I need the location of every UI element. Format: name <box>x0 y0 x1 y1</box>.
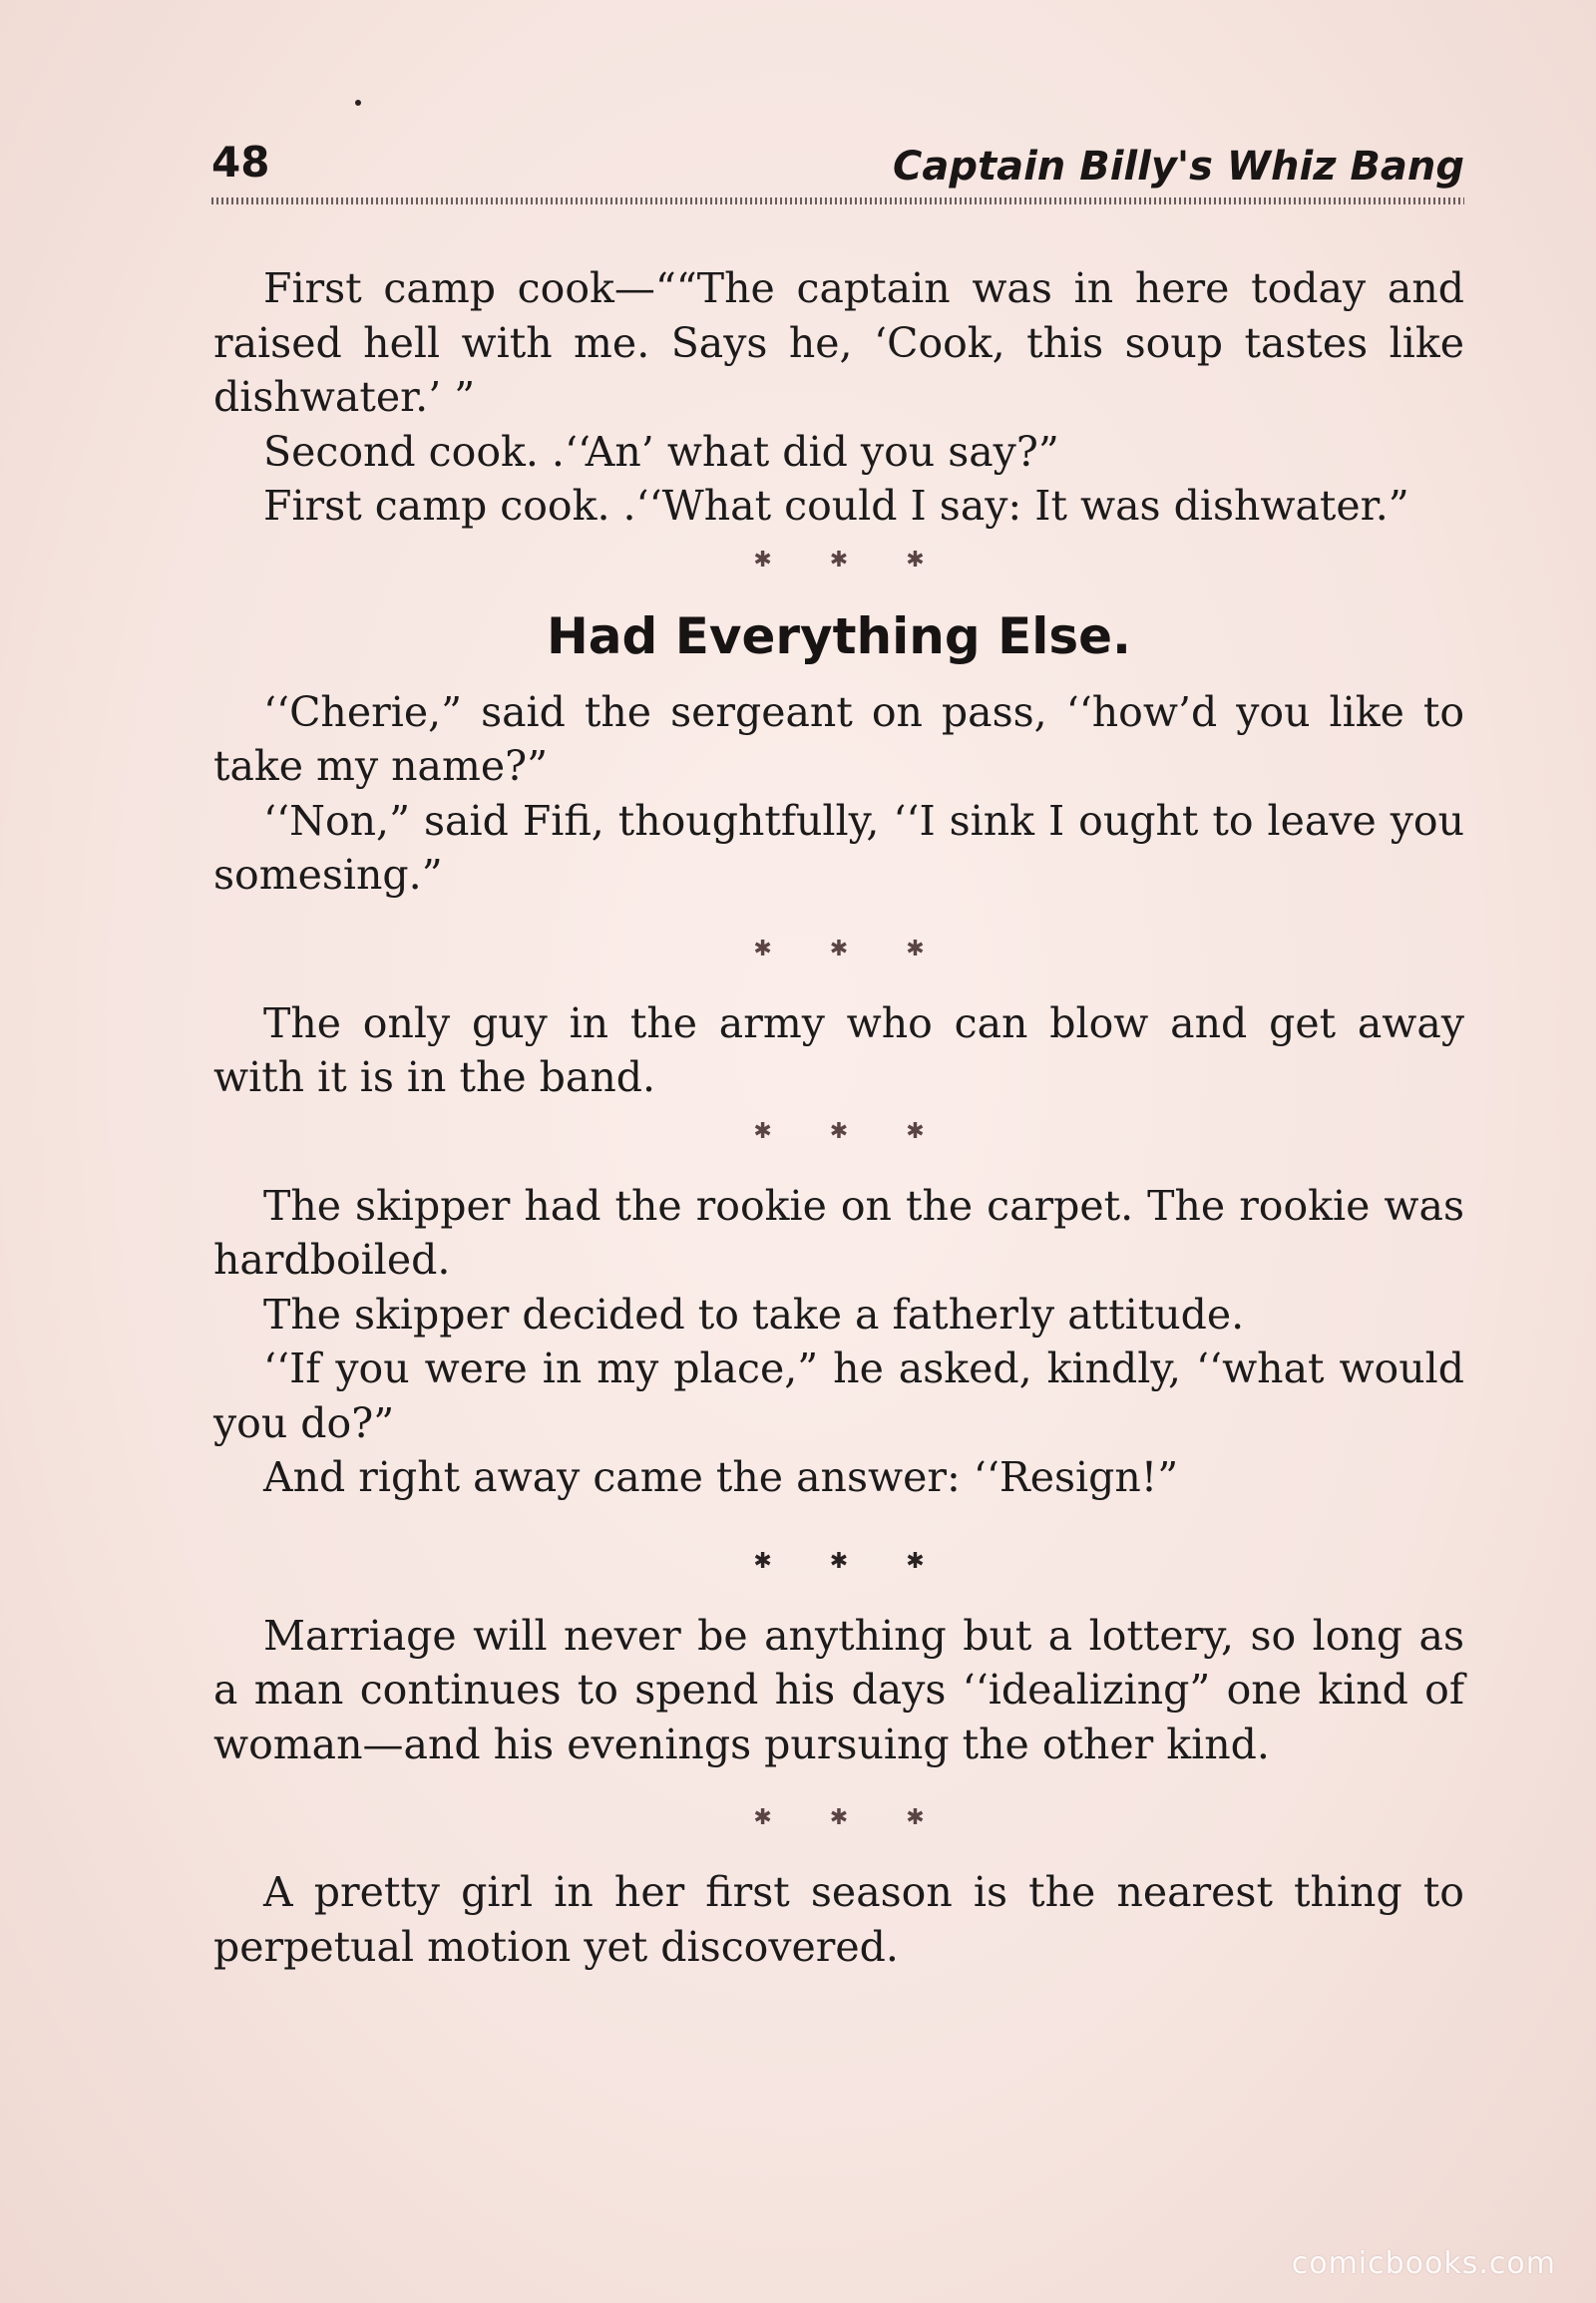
star-icon: ✱ <box>906 1805 925 1830</box>
joke-pretty-girl <box>213 1865 1464 1974</box>
paragraph: The skipper had the rookie on the carpet. The rookie was hardboiled. <box>213 1181 1464 1284</box>
star-icon: ✱ <box>829 547 849 573</box>
star-icon: ✱ <box>906 1118 925 1144</box>
section-separator <box>213 1791 1464 1845</box>
paragraph: And right away came the answer: ‘‘Resign!” <box>263 1453 1179 1501</box>
section-separator <box>213 534 1464 587</box>
star-icon: ✱ <box>906 1548 925 1574</box>
star-icon: ✱ <box>829 1548 849 1574</box>
star-icon: ✱ <box>906 547 925 573</box>
star-icon: ✱ <box>753 1805 772 1830</box>
star-icon: ✱ <box>753 547 772 573</box>
paragraph: The only guy in the army who can blow and get away with it is in the band. <box>213 998 1464 1101</box>
running-title: Captain Billy's Whiz Bang <box>893 144 1464 190</box>
star-icon: ✱ <box>829 1118 849 1144</box>
paragraph: First camp cook—““The captain was in here today and raised hell with me. Says he, ‘Cook, this soup tastes like dishwater.’ ” <box>213 264 1464 421</box>
star-icon: ✱ <box>829 936 849 961</box>
paragraph: Marriage will never be anything but a lottery, so long as a man continues to spend his days ‘‘idealizing” one kind of woman—and his evenings pursuing the other kind. <box>213 1611 1464 1768</box>
joke-heading: Had Everything Else. <box>546 606 1132 665</box>
paragraph: First camp cook. .‘‘What could I say: It was dishwater.” <box>263 482 1409 530</box>
star-icon: ✱ <box>753 1548 772 1574</box>
star-icon: ✱ <box>906 936 925 961</box>
header-rule <box>211 197 1464 204</box>
watermark: comicbooks.com <box>1291 2246 1556 2281</box>
paragraph: The skipper decided to take a fatherly attitude. <box>263 1290 1245 1339</box>
joke-skipper <box>213 1179 1464 1505</box>
page-body <box>213 261 1464 1974</box>
paragraph: ‘‘Non,” said Fifi, thoughtfully, ‘‘I sink I ought to leave you somesing.” <box>213 796 1464 899</box>
section-separator <box>213 1105 1464 1159</box>
joke-marriage <box>213 1609 1464 1772</box>
star-icon: ✱ <box>753 1118 772 1144</box>
joke-band <box>213 996 1464 1105</box>
paragraph: Second cook. .‘‘An’ what did you say?” <box>263 427 1059 476</box>
star-icon: ✱ <box>829 1805 849 1830</box>
page-number: 48 <box>211 138 270 187</box>
paragraph: ‘‘If you were in my place,” he asked, kindly, ‘‘what would you do?” <box>213 1344 1464 1447</box>
star-icon: ✱ <box>753 936 772 961</box>
page-header <box>211 138 1464 197</box>
paragraph: A pretty girl in her first season is the nearest thing to perpetual motion yet discovered. <box>213 1868 1464 1971</box>
joke-camp-cook <box>213 261 1464 534</box>
paragraph: ‘‘Cherie,” said the sergeant on pass, ‘‘how’d you like to take my name?” <box>213 687 1464 790</box>
joke-had-everything-else <box>213 601 1464 903</box>
section-separator <box>213 923 1464 976</box>
ink-speck <box>355 100 361 106</box>
section-separator <box>213 1535 1464 1589</box>
